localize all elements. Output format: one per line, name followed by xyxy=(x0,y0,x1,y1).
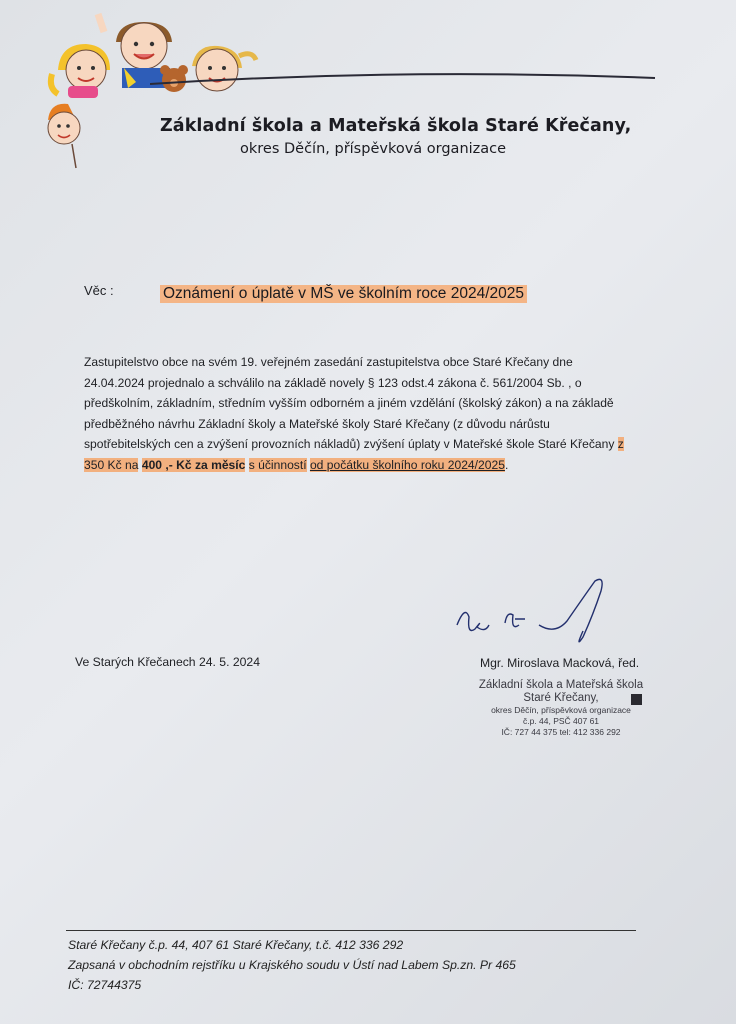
letterhead-curve-line xyxy=(150,60,660,100)
signatory-name: Mgr. Miroslava Macková, řed. xyxy=(480,656,640,670)
stamp-line-1: Základní škola a Mateřská škola xyxy=(478,679,644,691)
notice-body-end: . xyxy=(504,457,509,472)
fee-to-highlight: 400 ,- Kč za měsíc xyxy=(141,457,246,472)
footer-registry: Zapsaná v obchodním rejstříku u Krajského soudu v Ústí nad Labem Sp.zn. Pr 465 xyxy=(68,958,516,972)
stamp-line-2: Staré Křečany, xyxy=(523,692,599,704)
school-stamp xyxy=(476,679,646,738)
footer-address: Staré Křečany č.p. 44, 407 61 Staré Křečany, t.č. 412 336 292 xyxy=(68,938,404,952)
school-name: Základní škola a Mateřská škola Staré Křečany, xyxy=(160,116,632,136)
school-subtitle: okres Děčín, příspěvková organizace xyxy=(240,141,507,157)
effective-date-highlight: od počátku školního roku 2024/2025 xyxy=(309,457,505,472)
notice-body xyxy=(84,352,624,475)
stamp-line-4: č.p. 44, PSČ 407 61 xyxy=(522,716,600,726)
stamp-line-5: IČ: 727 44 375 tel: 412 336 292 xyxy=(501,727,621,737)
stamp-emblem-icon xyxy=(631,694,642,705)
stamp-line-3: okres Děčín, příspěvková organizace xyxy=(491,705,631,715)
footer-divider xyxy=(66,930,636,931)
subject-title: Oznámení o úplatě v MŠ ve školním roce 2024/2025 xyxy=(160,285,527,303)
fee-from-highlight: z 350 Kč na xyxy=(84,437,624,472)
footer-ico: IČ: 72744375 xyxy=(68,978,142,992)
handwritten-signature xyxy=(455,575,615,655)
subject-label: Věc : xyxy=(84,283,114,298)
place-and-date: Ve Starých Křečanech 24. 5. 2024 xyxy=(75,655,260,669)
notice-body-text: Zastupitelstvo obce na svém 19. veřejném zasedání zastupitelstva obce Staré Křečany dne 24.04.2024 projednalo a schválilo na základě novely § 123 odst.4 zákona č. 561/2004 Sb. , o předškolním, základním, středním vyšším odborném a jiném vzdělání (školský zákon) a na základě předběžného návrhu Základní školy a Mateřské školy Staré Křečany (z důvodu nárůstu spotřebitelských cen a zvýšení provozních nákladů) zvýšení úplaty v Mateřské škole Staré Křečany xyxy=(84,355,615,451)
effective-highlight: s účinností xyxy=(248,457,307,472)
